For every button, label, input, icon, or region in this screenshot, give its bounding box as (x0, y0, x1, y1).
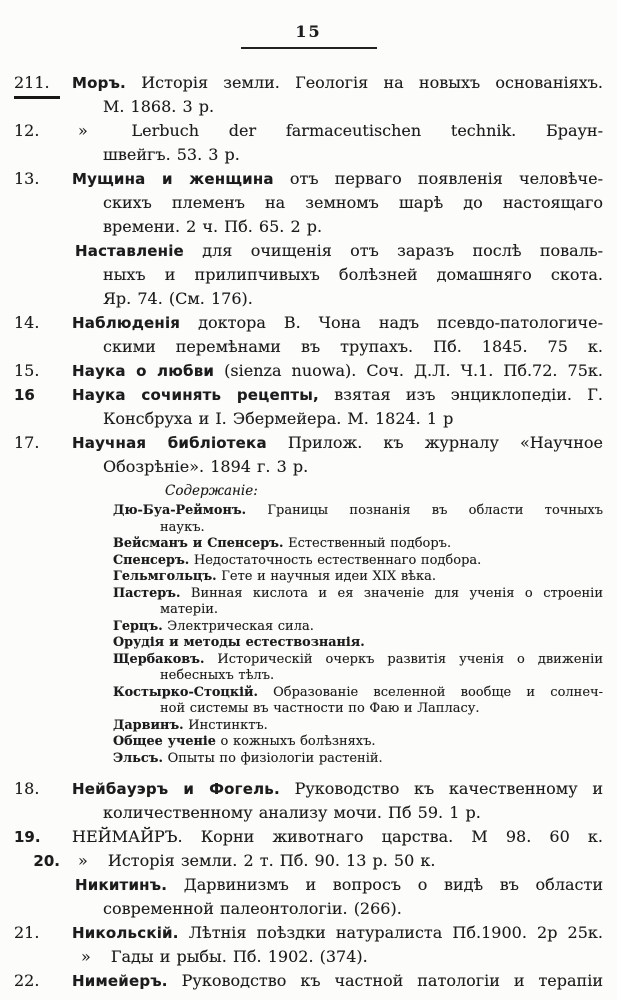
text-segment: Гады и рыбы. Пб. 1902. (374). (110, 947, 368, 966)
text-segment: швейгъ. 53. 3 р. (103, 145, 240, 164)
text-line (14, 569, 603, 586)
text-segment: Руководство къ частной патологіи и терапіи (181, 971, 603, 990)
text-line (14, 71, 603, 95)
text-line (14, 359, 603, 383)
text-line (14, 897, 603, 921)
text-line (14, 801, 603, 825)
entry-headword: Никитинъ. (75, 876, 168, 894)
entry-number: 20. (33, 852, 60, 870)
text-segment: Гете и научныя идеи XIX вѣка. (221, 569, 436, 584)
entry-headword: Герцъ. (113, 618, 163, 634)
entry-headword: Наблюденія (72, 314, 181, 332)
text-segment: Недостаточность естественнаго подбора. (193, 552, 482, 568)
ditto-mark: » (81, 947, 91, 966)
toc-item (14, 503, 603, 536)
text-segment: Руководство къ качественному и (294, 779, 603, 798)
toc-item (14, 751, 603, 768)
toc-item (14, 685, 603, 718)
text-segment: Исторія земли. 2 т. Пб. 90. 13 р. 50 к. (107, 851, 436, 870)
text-segment: Обозрѣніе». 1894 г. 3 р. (103, 457, 309, 476)
toc-item (14, 553, 603, 570)
text-segment: небесныхъ тѣлъ. (160, 668, 275, 683)
text-line (14, 481, 603, 501)
text-segment: Естественный подборъ. (288, 536, 452, 551)
entry-headword: Дю-Буа-Реймонъ. (113, 503, 247, 518)
entry-headword: Нейбауэръ и Фогель. (72, 780, 280, 798)
toc-item (14, 734, 603, 751)
catalog-entry (14, 969, 603, 993)
entry-number: 16 (14, 386, 35, 404)
entry-headword: Нимейеръ. (72, 972, 168, 990)
entry-headword: Вейсманъ и Спенсеръ. (113, 536, 284, 551)
toc-item (14, 652, 603, 685)
catalog-entry (14, 849, 603, 873)
entry-number: 14. (14, 313, 40, 332)
text-segment: взятая изъ энциклопедіи. Г. (334, 385, 603, 404)
catalog-entry (14, 431, 603, 479)
text-line (14, 503, 603, 520)
text-line (14, 536, 603, 553)
toc-item (14, 619, 603, 636)
entry-headword: Мущина и женщина (72, 170, 274, 188)
text-line (14, 969, 603, 993)
text-line (14, 431, 603, 455)
entry-headword: Пастеръ. (113, 585, 181, 601)
toc-item (14, 635, 603, 652)
toc-item (14, 569, 603, 586)
text-line (14, 751, 603, 768)
text-segment: скими перемѣнами въ трупахъ. Пб. 1845. 75 к. (103, 337, 603, 356)
ditto-mark: » (78, 851, 88, 870)
entry-headword: Наука о любви (72, 362, 215, 380)
toc-item (14, 586, 603, 619)
text-line (14, 945, 603, 969)
text-segment: Лѣтнія поѣздки натуралиста Пб.1900. 2р 25к. (188, 923, 603, 942)
text-segment: Винная кислота и ея значеніе для ученія о строеніи (190, 585, 603, 601)
text-line (14, 602, 603, 619)
text-segment: скихъ племенъ на земномъ шарѣ до настоящаго (103, 193, 603, 212)
text-line (14, 455, 603, 479)
text-line (14, 407, 603, 431)
entry-headword: Общее ученіе (113, 734, 216, 749)
text-segment: времени. 2 ч. Пб. 65. 2 р. (103, 217, 323, 236)
header-rule (241, 47, 377, 49)
text-line (14, 520, 603, 537)
text-segment: Прилож. къ журналу «Научное (287, 433, 603, 452)
text-line (14, 873, 603, 897)
text-line (14, 287, 603, 311)
entry-number: 17. (14, 433, 40, 452)
text-line (14, 215, 603, 239)
catalog-entry (14, 119, 603, 167)
entry-headword: Никольскій. (72, 924, 179, 942)
text-segment: современной палеонтологіи. (266). (103, 899, 402, 918)
entry-headword: Орудія и методы естествознанія. (113, 635, 365, 650)
text-line (14, 777, 603, 801)
text-line (14, 619, 603, 636)
text-line (14, 685, 603, 702)
catalog-entry (14, 359, 603, 383)
page-number: 15 (295, 22, 322, 41)
text-line (14, 635, 603, 652)
entry-headword: Научная библіотека (72, 434, 267, 452)
text-segment: Инстинктъ. (188, 717, 268, 733)
catalog-body (14, 71, 603, 993)
toc-heading-label: Содержаніе: (165, 483, 258, 499)
text-segment: ныхъ и прилипчивыхъ болѣзней домашняго скота. (103, 265, 603, 284)
entry-number: 211. (14, 71, 60, 99)
text-line (14, 668, 603, 685)
text-segment: Консбруха и І. Эбермейера. М. 1824. 1 р (103, 409, 454, 428)
entry-number: 19. (14, 828, 41, 846)
entry-headword: Костырко-Стоцкій. (113, 684, 258, 700)
entry-headword: Гельмгольцъ. (113, 569, 217, 584)
entry-number: 21. (14, 923, 40, 942)
catalog-entry (14, 311, 603, 359)
entry-number: 13. (14, 169, 40, 188)
text-line (14, 119, 603, 143)
text-segment: доктора В. Чона надъ псевдо-патологиче- (198, 313, 603, 332)
text-segment: отъ перваго появленія человѣче- (289, 169, 603, 188)
text-segment: ной системы въ частности по Фаю и Лапласу. (160, 701, 480, 716)
text-line (14, 383, 603, 407)
text-line (14, 553, 603, 570)
catalog-entry (14, 71, 603, 119)
toc-item (14, 536, 603, 553)
text-line (14, 191, 603, 215)
page-header (14, 22, 603, 49)
text-line (14, 311, 603, 335)
entry-headword: Наука сочинять рецепты, (72, 386, 319, 404)
entry-headword: Наставленіе (75, 242, 184, 260)
text-line (14, 849, 603, 873)
text-line (14, 825, 603, 849)
entry-headword: Моръ. (72, 74, 126, 92)
text-line (14, 239, 603, 263)
text-segment: Историческій очеркъ развитія ученія о движеніи (217, 651, 603, 667)
ditto-mark: » (78, 121, 88, 140)
text-line (14, 335, 603, 359)
text-line (14, 586, 603, 603)
text-segment: Электрическая сила. (167, 618, 314, 634)
text-segment: Lerbuch der farmaceutischen technik. Браун- (131, 121, 604, 140)
text-line (14, 263, 603, 287)
catalog-entry (14, 873, 603, 921)
text-segment: Дарвинизмъ и вопросъ о видѣ въ области (183, 875, 603, 894)
text-line (14, 95, 603, 119)
text-line (14, 701, 603, 718)
catalog-entry (14, 383, 603, 431)
text-segment: Границы познанія въ области точныхъ (267, 503, 603, 518)
text-segment: количественному анализу мочи. Пб 59. 1 р. (103, 803, 481, 822)
entry-headword: Дарвинъ. (113, 717, 184, 733)
text-segment: для очищенія отъ заразъ послѣ поваль- (202, 241, 603, 260)
toc-item (14, 718, 603, 735)
entry-headword: Щербаковъ. (113, 651, 205, 667)
catalog-entry (14, 921, 603, 969)
text-segment: о кожныхъ болѣзняхъ. (220, 734, 376, 749)
text-line (14, 652, 603, 669)
entry-number: 12. (14, 121, 40, 140)
entry-headword: Спенсеръ. (113, 552, 190, 568)
text-segment: Опыты по физіологіи растеній. (167, 750, 383, 766)
text-segment: Образованіе вселенной вообще и солнеч- (273, 684, 603, 700)
text-segment: М. 1868. 3 р. (103, 97, 215, 116)
text-line (14, 718, 603, 735)
text-segment: Исторія земли. Геологія на новыхъ основаніяхъ. (141, 73, 603, 92)
text-segment: Яр. 74. (См. 176). (103, 289, 253, 308)
catalog-entry (14, 825, 603, 849)
text-line (14, 921, 603, 945)
text-segment: наукъ. (160, 519, 205, 535)
toc-heading (14, 481, 603, 501)
catalog-entry (14, 167, 603, 239)
entry-number: 22. (14, 971, 40, 990)
entry-headword: Эльсъ. (113, 750, 163, 766)
catalog-entry (14, 239, 603, 311)
text-line (14, 167, 603, 191)
entry-number: 18. (14, 779, 40, 798)
text-line (14, 143, 603, 167)
text-segment: матеріи. (160, 602, 219, 617)
text-segment: НЕЙМАЙРЪ. Корни животнаго царства. М 98. 60 к. (72, 827, 603, 846)
catalog-entry (14, 777, 603, 825)
text-segment: (sienza nuowa). Соч. Д.Л. Ч.1. Пб.72. 75к. (224, 361, 603, 380)
entry-number: 15. (14, 361, 40, 380)
text-line (14, 734, 603, 751)
